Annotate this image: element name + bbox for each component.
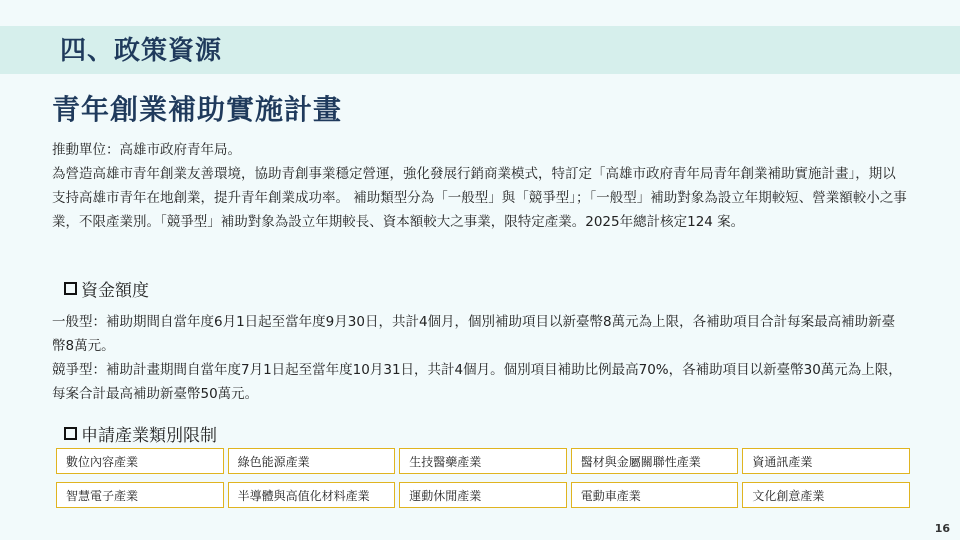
industry-category-cell: 電動車產業 [571,482,739,508]
funding-paragraph [52,310,908,406]
industry-heading [64,421,217,446]
checkbox-square-icon [64,282,77,295]
page-number: 16 [934,522,950,535]
section-title: 四、政策資源 [60,36,223,66]
plan-description: 為營造高雄市青年創業友善環境，協助青創事業穩定營運，強化發展行銷商業模式，特訂定「高雄市政府青年局青年創業補助實施計畫」，期以支持高雄市青年在地創業，提升青年創業成功率。 補助類型分為「一般型」與「競爭型」；「一般型」補助對象為設立年期較短、營業額較小之事業，不限產業別。「競爭型」補助對象為設立年期較長、資本額較大之事業，限特定產業。2025年總計核定124 案。 [52,166,907,230]
industry-heading-label: 申請產業類別限制 [81,426,217,446]
intro-paragraph [52,138,908,234]
industry-category-cell: 智慧電子產業 [56,482,224,508]
funding-heading-label: 資金額度 [81,281,149,301]
funding-heading [64,276,149,301]
page-title: 青年創業補助實施計畫 [52,93,343,126]
industry-category-cell: 綠色能源產業 [228,448,396,474]
industry-category-cell: 運動休閒產業 [399,482,567,508]
industry-category-cell: 生技醫藥產業 [399,448,567,474]
industry-category-cell: 醫材與金屬關聯性產業 [571,448,739,474]
industry-category-cell: 資通訊產業 [742,448,910,474]
funding-general: 一般型：補助期間自當年度6月1日起至當年度9月30日，共計4個月，個別補助項目以新臺幣8萬元為上限，各補助項目合計每案最高補助新臺幣8萬元。 [52,314,896,354]
industry-category-cell: 半導體與高值化材料產業 [228,482,396,508]
industry-category-cell: 數位內容產業 [56,448,224,474]
industry-category-cell: 文化創意產業 [742,482,910,508]
industry-category-grid [56,448,910,508]
funding-competitive: 競爭型：補助計畫期間自當年度7月1日起至當年度10月31日，共計4個月。個別項目補助比例最高70%，各補助項目以新臺幣30萬元為上限，每案合計最高補助新臺幣50萬元。 [52,362,902,402]
checkbox-square-icon [64,427,77,440]
promoting-unit: 推動單位：高雄市政府青年局。 [52,142,241,158]
